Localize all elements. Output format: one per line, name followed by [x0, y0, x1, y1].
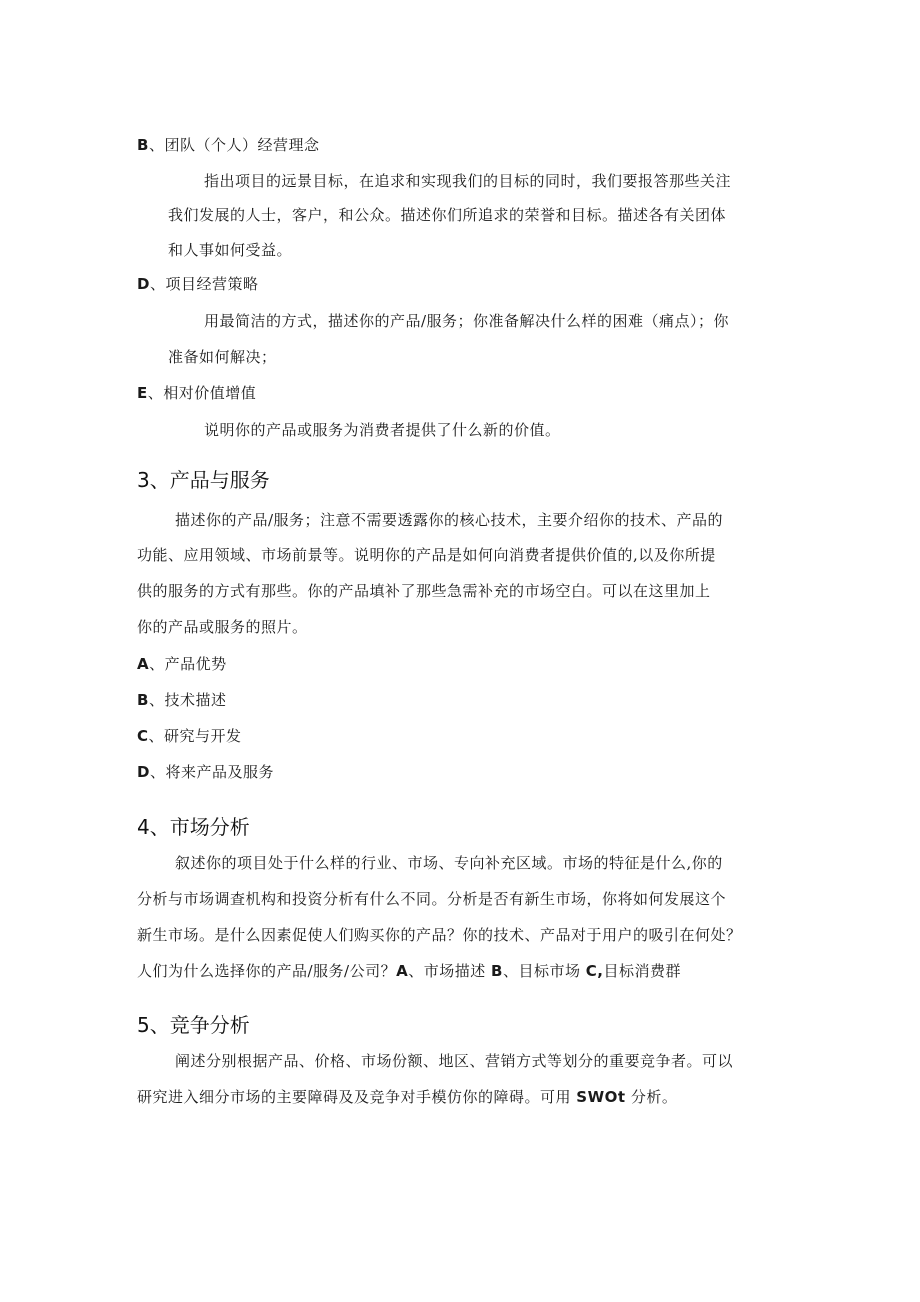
- subsection-letter: B: [137, 136, 149, 154]
- inline-letter: C,: [585, 962, 604, 980]
- text-run: 、目标市场: [502, 962, 581, 980]
- paragraph-line: 准备如何解决；: [168, 348, 277, 366]
- subsection-title: 、相对价值增值: [147, 384, 257, 402]
- subsection-title: 、项目经营策略: [149, 275, 259, 293]
- list-item-text: 、研究与开发: [148, 727, 242, 745]
- text-run: 、市场描述: [408, 962, 486, 980]
- subsection-label-strategy: [137, 274, 258, 294]
- list-item-text: 、技术描述: [148, 691, 227, 709]
- list-item-letter: A: [137, 655, 150, 673]
- paragraph-line: 用最简洁的方式，描述你的产品/服务；你准备解决什么样的困难（痛点）；你: [204, 312, 730, 330]
- list-item: [137, 654, 227, 674]
- paragraph-line: 供的服务的方式有那些。你的产品填补了那些急需补充的市场空白。可以在这里加上: [137, 582, 711, 600]
- paragraph-line: 我们发展的人士，客户，和公众。描述你们所追求的荣誉和目标。描述各有关团体: [168, 206, 727, 224]
- paragraph-line: 叙述你的项目处于什么样的行业、市场、专向补充区域。市场的特征是什么,你的: [175, 854, 723, 872]
- paragraph-line: [137, 1087, 677, 1107]
- paragraph-line: 功能、应用领域、市场前景等。说明你的产品是如何向消费者提供价值的,以及你所提: [137, 546, 716, 564]
- paragraph-line: 描述你的产品/服务；注意不需要透露你的核心技术，主要介绍你的技术、产品的: [175, 511, 724, 529]
- text-run: 研究进入细分市场的主要障碍及及竞争对手模仿你的障碍。可用: [137, 1088, 572, 1106]
- paragraph-line: 你的产品或服务的照片。: [137, 618, 308, 636]
- list-item-text: 、产品优势: [149, 655, 227, 673]
- paragraph-line: 新生市场。是什么因素促使人们购买你的产品？你的技术、产品对于用户的吸引在何处？: [137, 926, 742, 944]
- inline-letter: B: [491, 962, 503, 980]
- section-heading-competition: 5、竞争分析: [137, 1013, 250, 1037]
- text-run: 目标消费群: [603, 962, 681, 980]
- swot-term: SWOt: [576, 1088, 626, 1106]
- inline-letter: A: [396, 962, 409, 980]
- list-item-text: 、将来产品及服务: [149, 763, 274, 781]
- paragraph-line: 指出项目的远景目标，在追求和实现我们的目标的同时，我们要报答那些关注: [204, 172, 732, 190]
- subsection-label-value-add: [137, 383, 256, 403]
- paragraph-line: 说明你的产品或服务为消费者提供了什么新的价值。: [204, 421, 561, 439]
- paragraph-line: [137, 961, 681, 981]
- text-run: 分析。: [630, 1088, 678, 1106]
- paragraph-line: 分析与市场调查机构和投资分析有什么不同。分析是否有新生市场，你将如何发展这个: [137, 890, 727, 908]
- paragraph-line: 和人事如何受益。: [168, 241, 293, 259]
- subsection-title: 、团队（个人）经营理念: [148, 136, 320, 154]
- list-item-letter: B: [137, 691, 149, 709]
- subsection-label-team-philosophy: [137, 135, 319, 155]
- list-item-letter: C: [137, 727, 149, 745]
- list-item: [137, 690, 226, 710]
- list-item: [137, 726, 242, 746]
- paragraph-line: 阐述分别根据产品、价格、市场份额、地区、营销方式等划分的重要竞争者。可以: [175, 1052, 734, 1070]
- text-run: 人们为什么选择你的产品/服务/公司？: [137, 962, 397, 980]
- list-item: [137, 762, 274, 782]
- section-heading-market: 4、市场分析: [137, 815, 250, 839]
- subsection-letter: D: [137, 275, 150, 293]
- list-item-letter: D: [137, 763, 150, 781]
- subsection-letter: E: [137, 384, 148, 402]
- section-heading-products: 3、产品与服务: [137, 468, 270, 492]
